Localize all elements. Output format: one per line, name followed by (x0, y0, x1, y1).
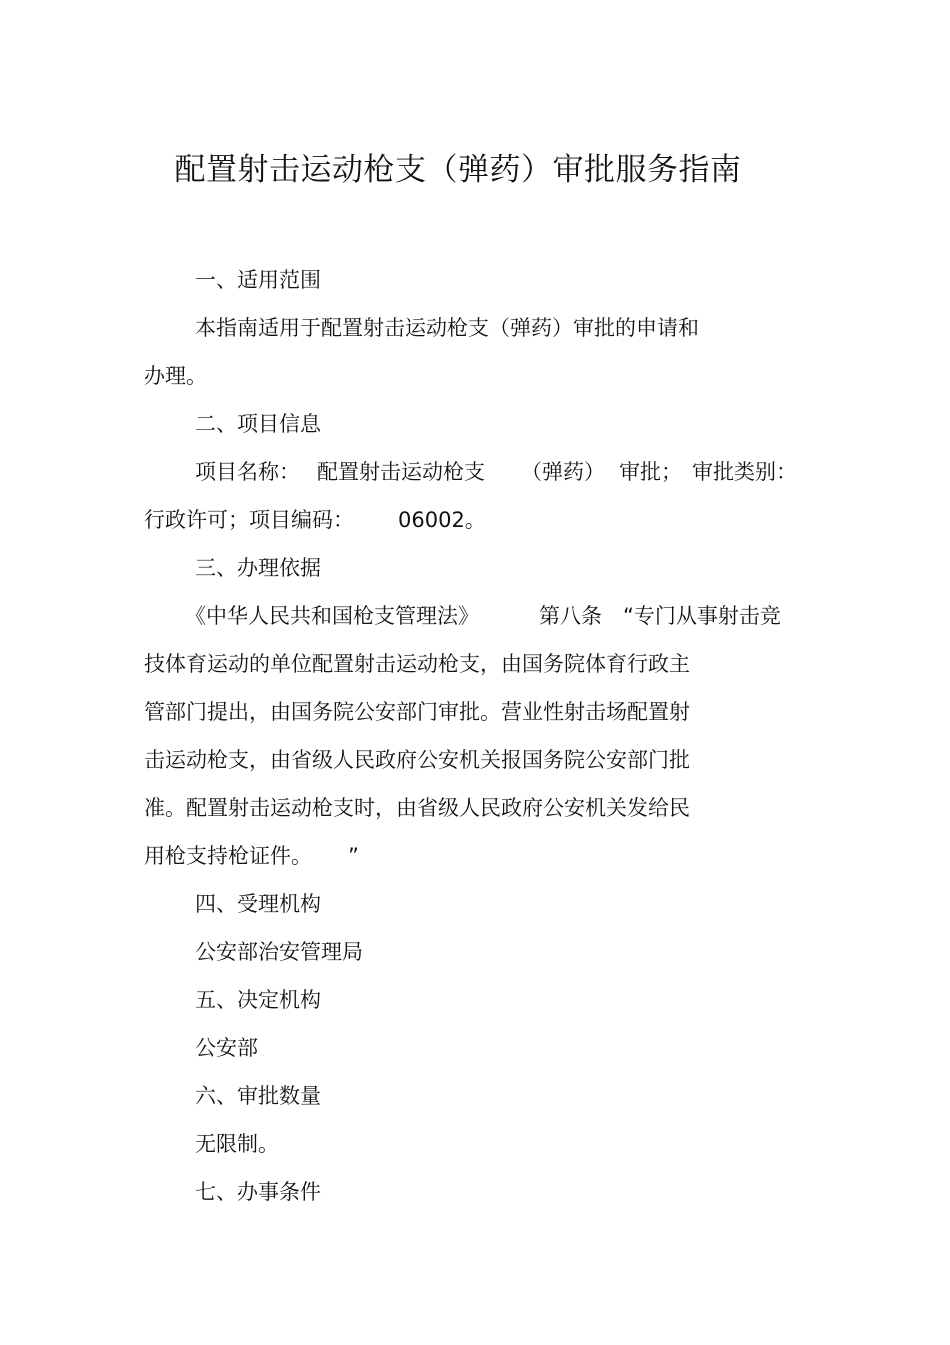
project-info-line (144, 505, 644, 535)
project-name-value: （弹药） (521, 460, 605, 484)
closing-quote-mark: ” (348, 844, 359, 868)
law-name: 《中华人民共和国枪支管理法》 (185, 604, 479, 628)
section-heading-legal-basis: 三、办理依据 (195, 556, 321, 580)
approval-category-label: 审批类别： (692, 460, 797, 484)
article-number: 第八条 (539, 604, 602, 628)
legal-basis-line: 管部门提出，由国务院公安部门审批。营业性射击场配置射 (144, 700, 690, 724)
article-quote: “专门从事射击竞 (623, 604, 781, 628)
document-title: 配置射击运动枪支（弹药）审批服务指南 (174, 152, 742, 188)
scope-paragraph-line: 本指南适用于配置射击运动枪支（弹药）审批的申请和 (195, 316, 699, 340)
accepting-agency-value: 公安部治安管理局 (195, 940, 363, 964)
legal-basis-line: 准。配置射击运动枪支时，由省级人民政府公安机关发给民 (144, 796, 690, 820)
legal-basis-line: 技体育运动的单位配置射击运动枪支，由国务院体育行政主 (144, 652, 690, 676)
section-heading-project-info: 二、项目信息 (195, 412, 321, 436)
project-name-value: 审批； (619, 460, 682, 484)
legal-basis-line (185, 601, 795, 631)
project-name-label: 项目名称： (195, 460, 300, 484)
project-info-line (195, 457, 795, 487)
project-name-value: 配置射击运动枪支 (317, 460, 485, 484)
approval-category-value: 行政许可；项目编码： (144, 508, 354, 532)
article-quote: 用枪支持枪证件。 (144, 844, 312, 868)
legal-basis-line: 击运动枪支，由省级人民政府公安机关报国务院公安部门批 (144, 748, 690, 772)
project-code-value: 06002。 (398, 508, 486, 532)
legal-basis-line (144, 841, 544, 871)
approval-quantity-value: 无限制。 (195, 1132, 279, 1156)
section-heading-scope: 一、适用范围 (195, 268, 321, 292)
scope-paragraph-line: 办理。 (144, 364, 207, 388)
section-heading-deciding-agency: 五、决定机构 (195, 988, 321, 1012)
section-heading-conditions: 七、办事条件 (195, 1180, 321, 1204)
deciding-agency-value: 公安部 (195, 1036, 258, 1060)
section-heading-accepting-agency: 四、受理机构 (195, 892, 321, 916)
section-heading-approval-quantity: 六、审批数量 (195, 1084, 321, 1108)
